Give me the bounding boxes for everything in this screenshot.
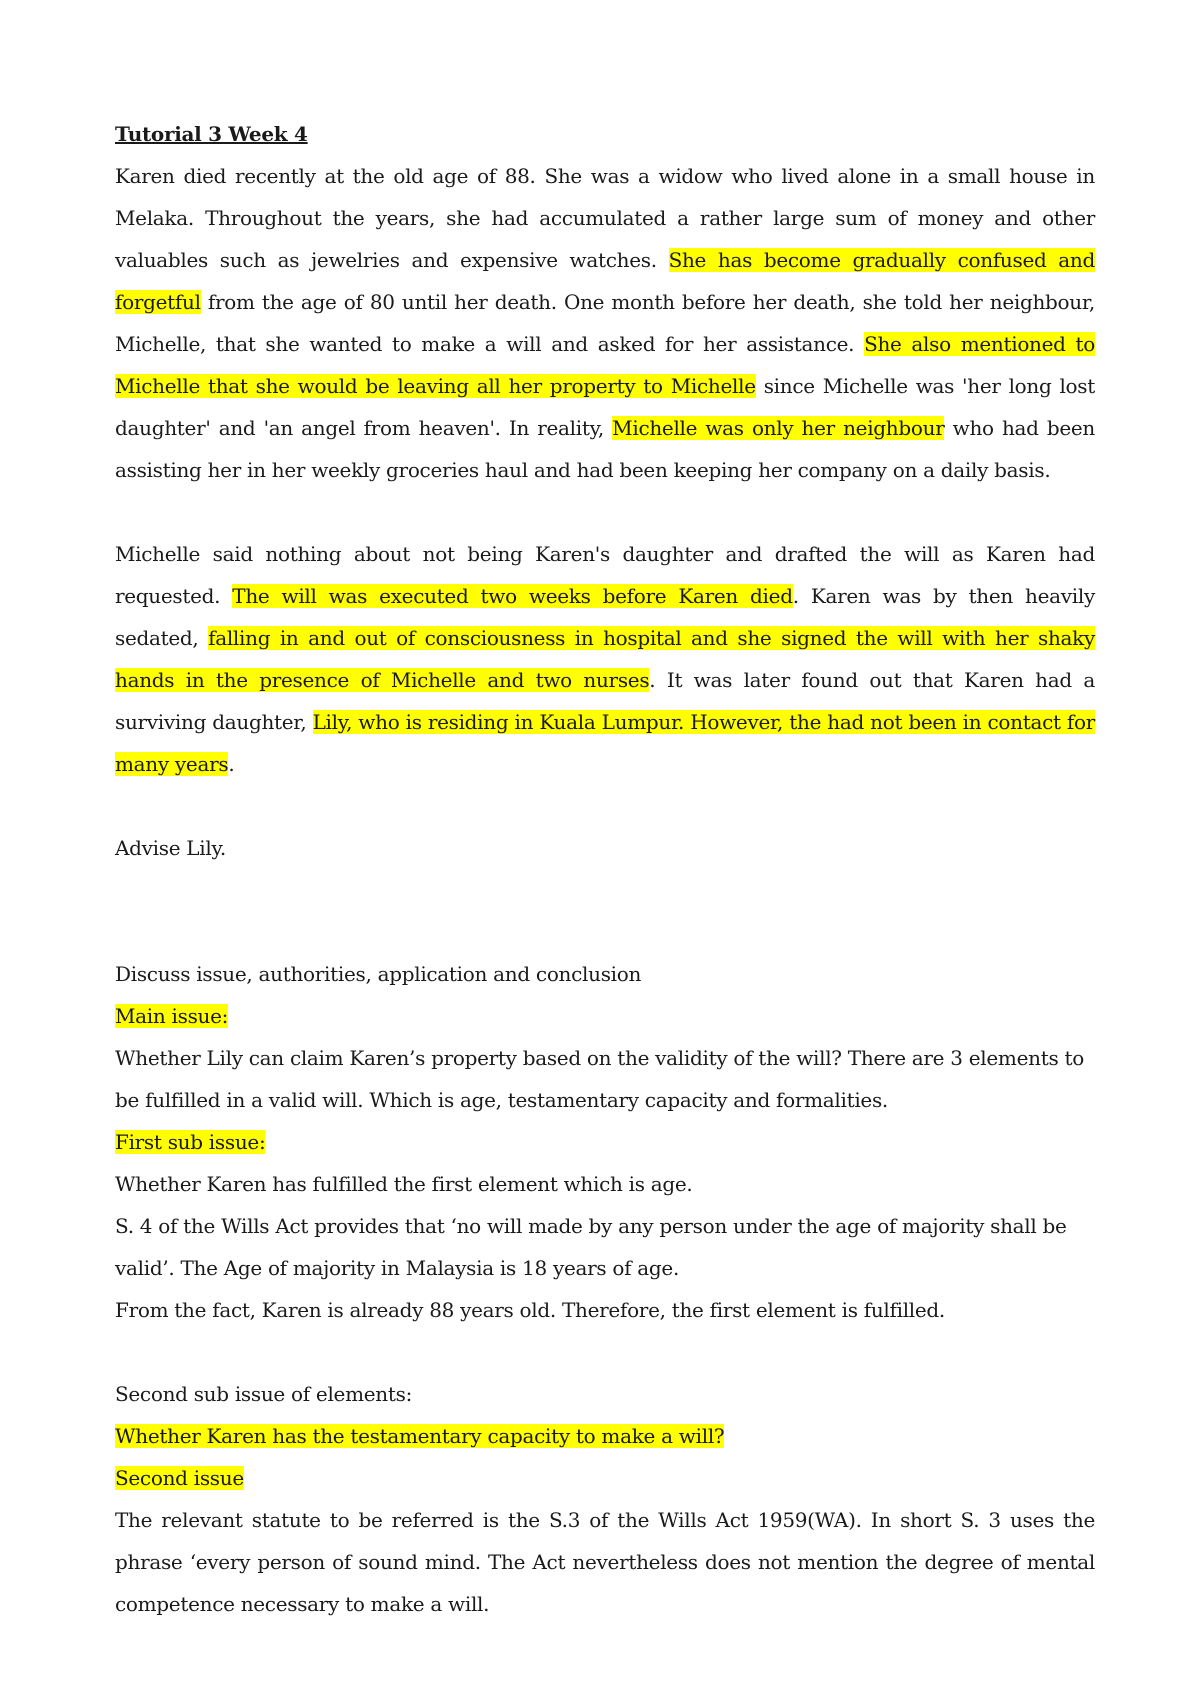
body-text: Karen died recently at the old age of 88. She was a widow who lived alone in a small house in Melaka. Throughout the years, she had accumulated a rather large sum of money and other valuables such as jewelries and expensive watches. <box>115 164 1095 272</box>
highlighted-text: Lily, who is residing in Kuala Lumpur. However, the had not been in contact for many years <box>115 710 1095 776</box>
body-text: . It was later found out that Karen had a surviving daughter, <box>115 668 1095 734</box>
scenario-paragraph-2 <box>115 533 1095 785</box>
first-sub-issue-label: First sub issue: <box>115 1130 266 1154</box>
body-text: . Karen was by then heavily sedated, <box>115 584 1095 650</box>
spacer <box>115 491 1095 533</box>
highlighted-text: She also mentioned to Michelle that she would be leaving all her property to Michelle <box>115 332 1095 398</box>
body-text: who had been assisting her in her weekly groceries haul and had been keeping her company on a daily basis. <box>115 416 1095 482</box>
second-issue-text: The relevant statute to be referred is the S.3 of the Wills Act 1959(WA). In short S. 3 uses the phrase ‘every person of sound mind. The Act nevertheless does not mention the degree of mental competence necessary to make a will. <box>115 1508 1095 1616</box>
question-prompt: Advise Lily. <box>115 836 226 860</box>
scenario-paragraph-1 <box>115 155 1095 491</box>
first-sub-issue-heading <box>115 1121 1095 1163</box>
body-text: . <box>228 752 235 776</box>
second-sub-issue-question-line <box>115 1415 1095 1457</box>
body-text: since Michelle was 'her long lost daughter' and 'an angel from heaven'. In reality, <box>115 374 1095 440</box>
first-sub-issue-authority: S. 4 of the Wills Act provides that ‘no will made by any person under the age of majority shall be valid’. The Age of majority in Malaysia is 18 years of age. <box>115 1214 1067 1280</box>
highlighted-text: falling in and out of consciousness in hospital and she signed the will with her shaky hands in the presence of Michelle and two nurses <box>115 626 1095 692</box>
body-text: from the age of 80 until her death. One month before her death, she told her neighbour, Michelle, that she wanted to make a will and asked for her assistance. <box>115 290 1095 356</box>
highlighted-text: Michelle was only her neighbour <box>612 416 945 440</box>
second-issue-heading <box>115 1457 1095 1499</box>
spacer <box>115 869 1095 953</box>
main-issue-heading <box>115 995 1095 1037</box>
first-sub-issue-application: From the fact, Karen is already 88 years old. Therefore, the first element is fulfilled. <box>115 1298 945 1322</box>
second-issue-label: Second issue <box>115 1466 244 1490</box>
first-sub-issue-question: Whether Karen has fulfilled the first element which is age. <box>115 1172 693 1196</box>
second-sub-issue-heading: Second sub issue of elements: <box>115 1382 413 1406</box>
body-text: Michelle said nothing about not being Karen's daughter and drafted the will as Karen had requested. <box>115 542 1095 608</box>
spacer <box>115 1331 1095 1373</box>
instruction-line: Discuss issue, authorities, application and conclusion <box>115 962 642 986</box>
highlighted-text: She has become gradually confused and forgetful <box>115 248 1095 314</box>
highlighted-text: The will was executed two weeks before Karen died <box>232 584 793 608</box>
document-page <box>115 113 1095 1625</box>
main-issue-label: Main issue: <box>115 1004 229 1028</box>
second-sub-issue-question: Whether Karen has the testamentary capacity to make a will? <box>115 1424 725 1448</box>
page-title: Tutorial 3 Week 4 <box>115 122 308 146</box>
spacer <box>115 785 1095 827</box>
main-issue-text: Whether Lily can claim Karen’s property based on the validity of the will? There are 3 elements to be fulfilled in a valid will. Which is age, testamentary capacity and formalities. <box>115 1046 1084 1112</box>
